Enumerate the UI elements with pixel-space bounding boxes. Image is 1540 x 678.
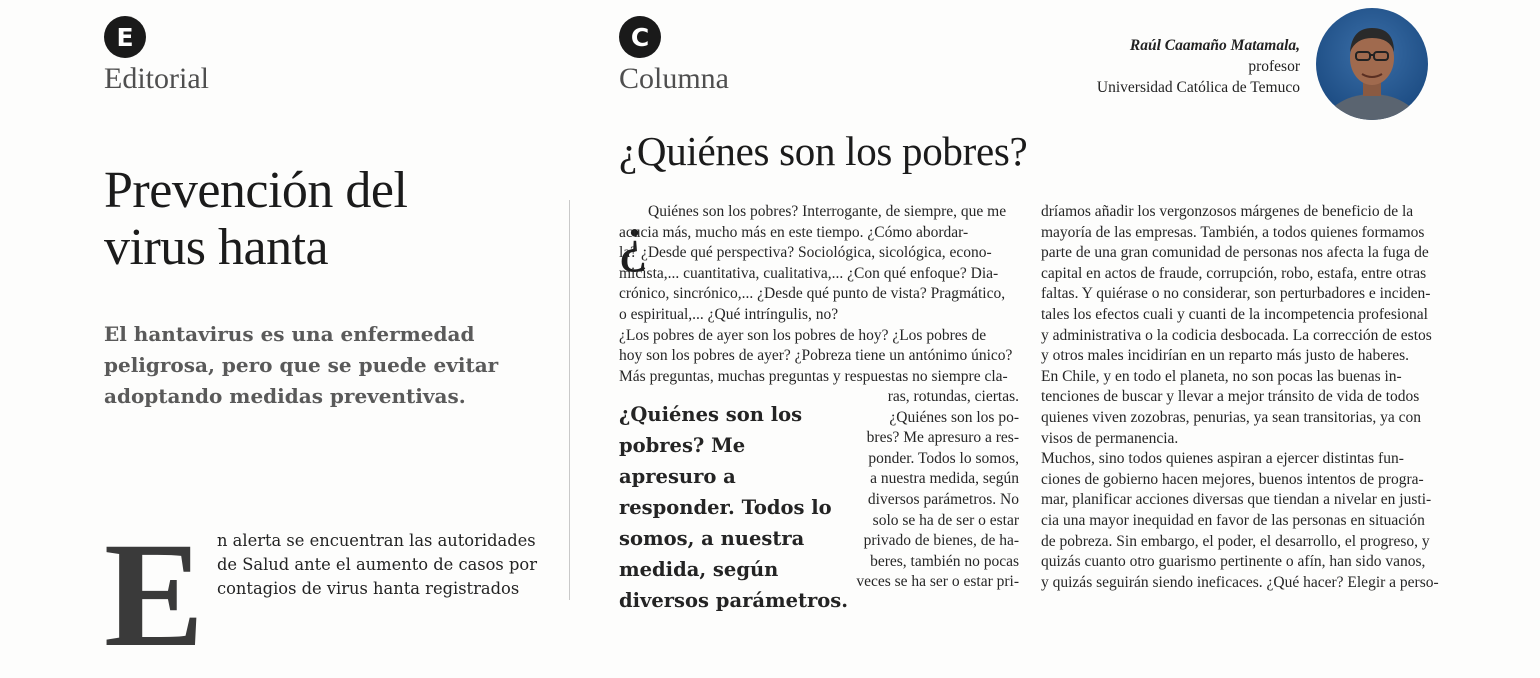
editorial-title-line1: Prevención del	[104, 162, 408, 219]
column-drop-cap: ¿	[619, 202, 648, 273]
column-intro-text: Quiénes son los pobres? Interrogante, de siempre, que me acucia más, mucho más en este tiempo. ¿Cómo abordar- la? ¿Desde qué perspectiva? Sociológica, sicológica, econo- micista,... cuantitativa, cualitativa,... ¿Con qué enfoque? Dia- crónico, sincrónico,... ¿Desde qué punto de vista? Pragmático, o espiritual,... ¿Qué intríngulis, no? ¿Los pobres de ayer son los pobres de hoy? ¿Los pobres de hoy son los pobres de ayer? ¿Pobreza tiene un antónimo único? Más preguntas, muchas preguntas y respuestas no siempre cla-	[619, 203, 1013, 385]
author-name: Raúl Caamaño Matamala,	[1129, 37, 1300, 54]
author-affiliation: Universidad Católica de Temuco	[1096, 79, 1300, 96]
column-second-text: dríamos añadir los vergonzosos márgenes de beneficio de la mayoría de las empresas. También, a todos quienes formamos parte de una gran comunidad de personas nos afecta la fuga de capital en actos de fraude, corrupción, robo, estafa, entre otras faltas. Y quiérase o no considerar, son perturbadores e inciden- tales los efectos cuali y cuanti de la incompetencia profesional y administrativa o la codicia desbocada. La corrección de estos y otros males incidirían en un reparto más justo de haberes. En Chile, y en todo el planeta, no son pocas las buenas in- tenciones de buscar y llevar a mejor tránsito de vida de todos quienes viven zozobras, penurias, ya sean transitorias, ya con visos de permanencia. Muchos, sino todos quienes aspiran a ejercer distintas fun- ciones de gobierno hacen mejores, buenos intentos de progra- mar, planificar acciones diversas que tiendan a nivelar en justi- cia una mayor inequidad en favor de las personas en situación de pobreza. Sin embargo, el poder, el desarrollo, el progreso, y quizás cuanto otro guarismo pertinente o afín, han sido vanos, y quizás seguirán siendo ineficaces. ¿Qué hacer? Elegir a perso-	[1041, 203, 1439, 591]
column-section-label: Columna	[619, 62, 729, 95]
pull-quote: ¿Quiénes son los pobres? Me apresuro a responder. Todos lo somos, a nuestra medida, según diversos parámetros.	[619, 403, 849, 612]
editorial-title	[104, 162, 544, 276]
editorial-drop-cap: E	[104, 512, 205, 678]
editorial-badge: E	[104, 16, 146, 58]
column-title: ¿Quiénes son los pobres?	[619, 128, 1028, 174]
editorial-title-line2: virus hanta	[104, 219, 329, 276]
editorial-body: n alerta se encuentran las autoridades de Salud ante el aumento de casos por contagios de virus hanta registrados	[217, 531, 537, 598]
author-role: profesor	[1248, 58, 1300, 75]
author-byline	[1000, 35, 1300, 98]
author-photo	[1316, 8, 1428, 120]
editorial-lede: El hantavirus es una enfermedad peligrosa, pero que se puede evitar adoptando medidas preventivas.	[104, 322, 499, 408]
column-divider	[569, 200, 570, 600]
column-narrow-text: ras, rotundas, ciertas. ¿Quiénes son los po- bres? Me apresuro a res- ponder. Todos lo somos, a nuestra medida, según diversos parámetros. No solo se ha de ser o estar privado de bienes, de ha- beres, también no pocas veces se ha ser o estar pri-	[856, 388, 1019, 591]
column-badge: C	[619, 16, 661, 58]
editorial-section-label: Editorial	[104, 62, 209, 95]
author-portrait-graphic	[1316, 8, 1428, 120]
